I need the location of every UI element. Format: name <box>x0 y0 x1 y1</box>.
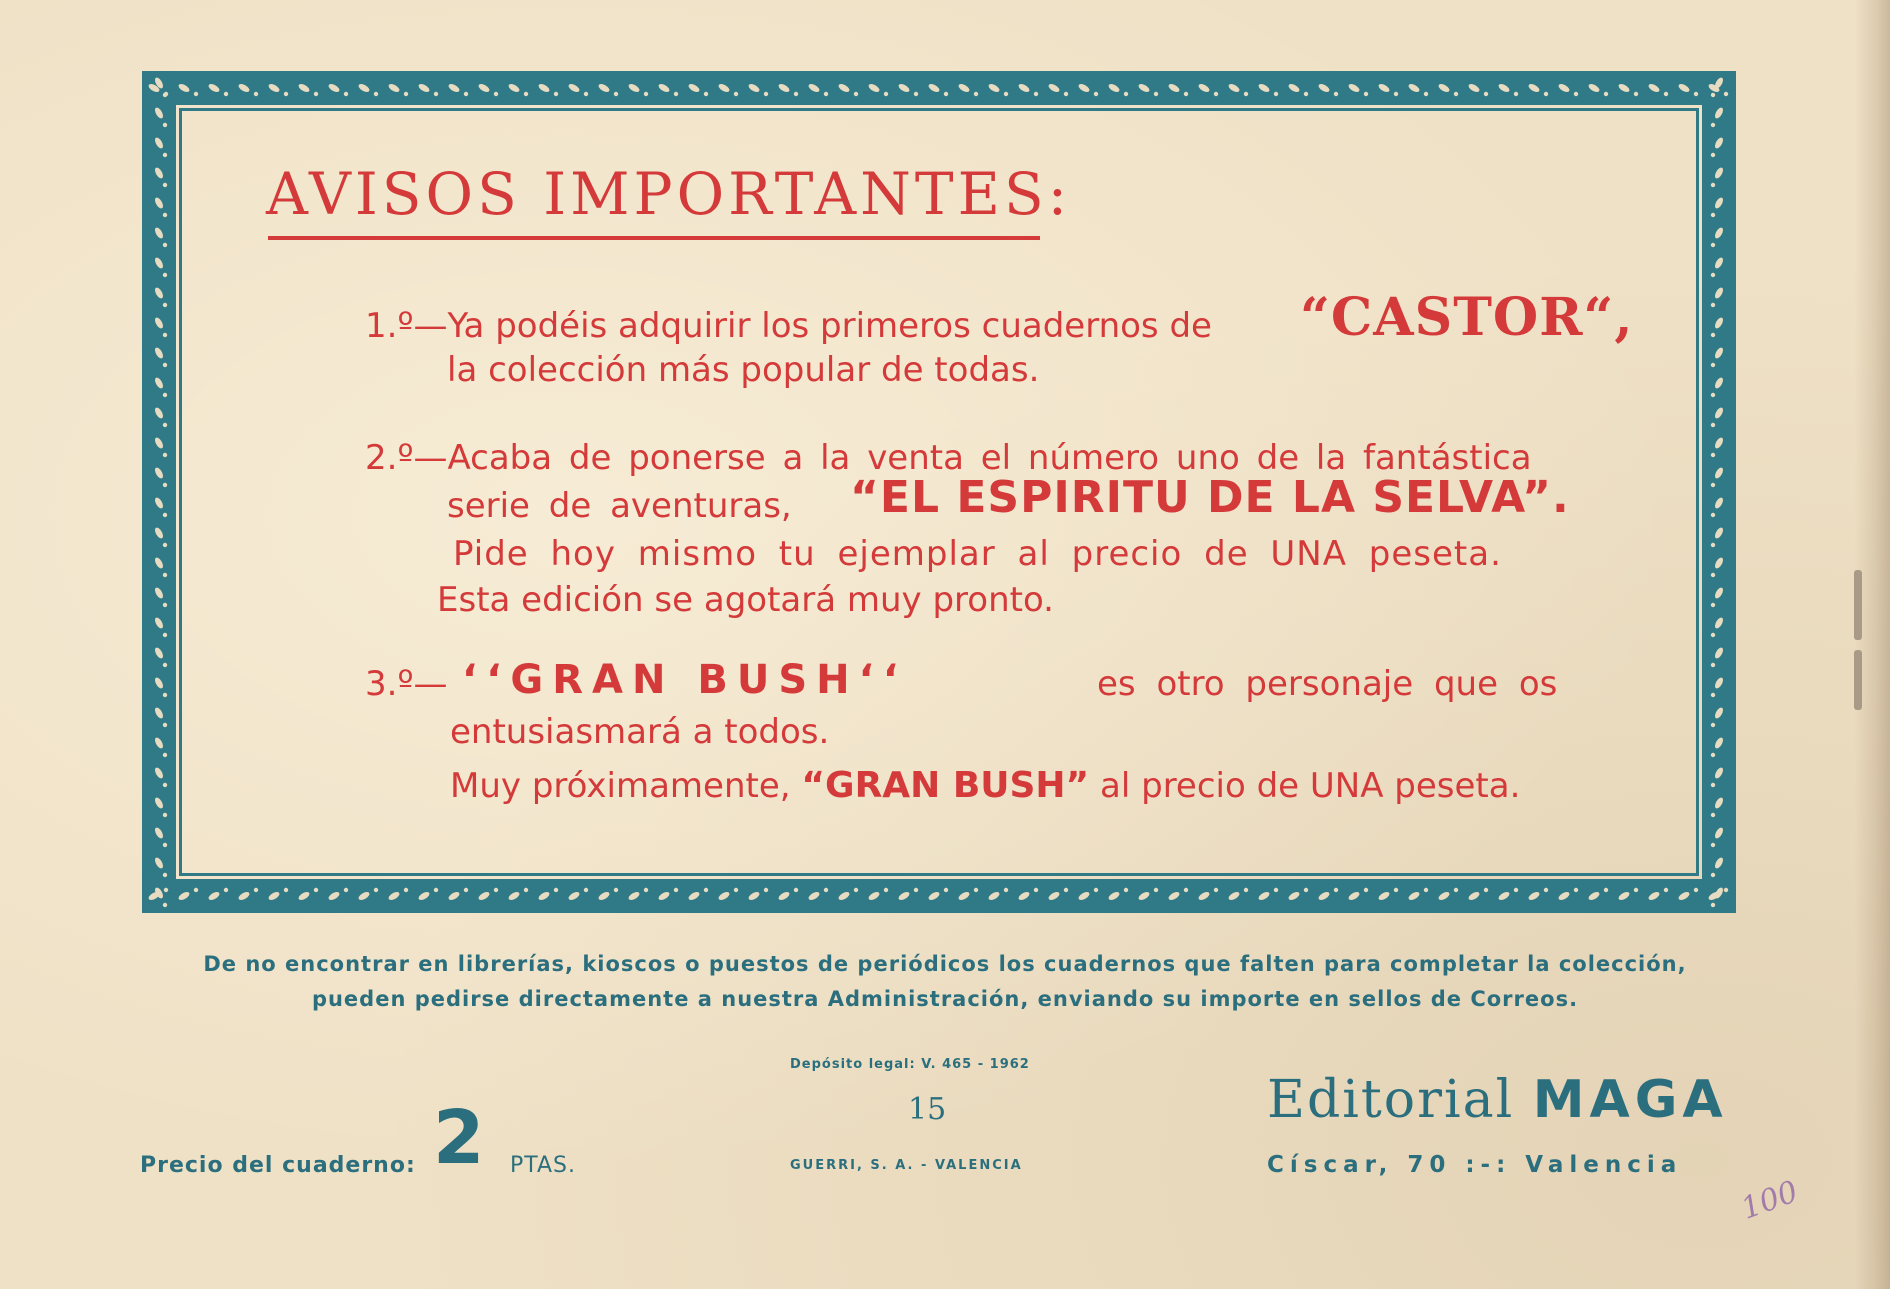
spine-edge <box>1854 0 1890 1289</box>
price-value: 2 <box>433 1095 485 1181</box>
notice-text: Muy próximamente, <box>450 766 791 806</box>
publisher-brand: MAGA <box>1532 1070 1728 1130</box>
footer-note-line-2: pueden pedirse directamente a nuestra Administración, enviando su importe en sellos de Correos. <box>311 987 1579 1011</box>
footer-note-line-1: De no encontrar en librerías, kioscos o puestos de periódicos los cuadernos que falten para completar la colección, <box>203 952 1687 976</box>
notice-2-line-4: Esta edición se agotará muy pronto. <box>437 580 1054 620</box>
notice-1-line-1 <box>365 306 1212 346</box>
printer-imprint: GUERRI, S. A. - VALENCIA <box>790 1158 1023 1173</box>
notice-3-line-2: entusiasmará a todos. <box>450 712 830 752</box>
notice-text: Acaba de ponerse a la venta el número uno de la fantástica <box>447 438 1532 478</box>
price-unit: PTAS. <box>510 1153 577 1178</box>
page-title: AVISOS IMPORTANTES: <box>266 160 1072 228</box>
notice-number: 3.º— <box>365 664 448 704</box>
publisher-name <box>1267 1070 1728 1130</box>
notice-2-line-2: serie de aventuras, <box>447 486 792 526</box>
publisher-prefix: Editorial <box>1267 1070 1515 1130</box>
title-underline <box>268 236 1040 240</box>
gran-bush-title: ‘‘GRAN BUSH‘‘ <box>462 657 908 703</box>
gran-bush-inline-title: “GRAN BUSH” <box>801 765 1090 806</box>
castor-title: “CASTOR“, <box>1300 287 1634 348</box>
notice-1-line-2: la colección más popular de todas. <box>447 350 1040 390</box>
legal-deposit: Depósito legal: V. 465 - 1962 <box>790 1057 1030 1072</box>
notice-text: al precio de UNA peseta. <box>1100 766 1521 806</box>
notice-2-line-3: Pide hoy mismo tu ejemplar al precio de UNA peseta. <box>453 534 1502 574</box>
espiritu-selva-title: “EL ESPIRITU DE LA SELVA”. <box>850 472 1570 523</box>
issue-number: 15 <box>908 1092 947 1127</box>
staple <box>1854 570 1862 640</box>
notice-number: 1.º— <box>365 306 448 346</box>
notice-3-line-3 <box>450 766 1520 806</box>
staple <box>1854 650 1862 710</box>
notice-number: 2.º— <box>365 438 448 478</box>
pencil-mark: 100 <box>1736 1174 1803 1227</box>
publisher-address: Císcar, 70 :-: Valencia <box>1267 1152 1683 1178</box>
notice-text: Ya podéis adquirir los primeros cuadernos de <box>447 306 1212 346</box>
notice-3-line-1: es otro personaje que os <box>1097 664 1558 704</box>
price-label: Precio del cuaderno: <box>140 1153 416 1178</box>
